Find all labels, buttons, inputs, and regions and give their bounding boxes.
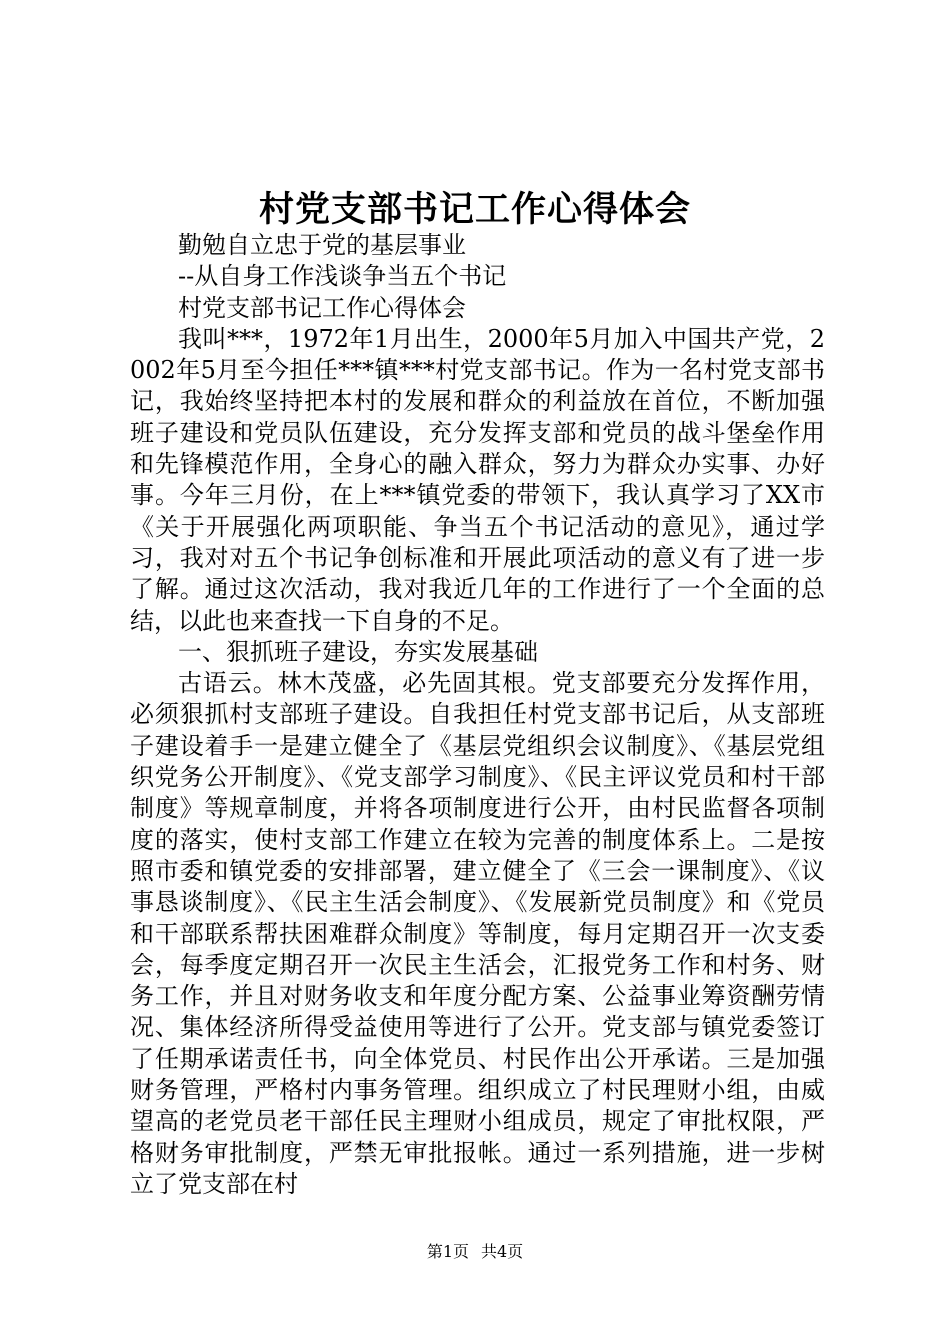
document-title: 村党支部书记工作心得体会 <box>258 189 691 230</box>
body-paragraph: 我叫***，1972年1月出生，2000年5月加入中国共产党，2002年5月至今担任***镇***村党支部书记。作为一名村党支部书记，我始终坚持把本村的发展和群众的利益放在首位，不断加强班子建设和党员队伍建设，充分发挥支部和党员的战斗堡垒作用和先锋模范作用，全身心的融入群众，努力为群众办实事、办好事。今年三月份，在上***镇党委的带领下，我认真学习了XX市《关于开展强化两项职能、争当五个书记活动的意见》，通过学习，我对对五个书记争创标准和开展此项活动的意义有了进一步了解。通过这次活动，我对我近几年的工作进行了一个全面的总结，以此也来查找一下自身的不足。 <box>130 324 825 635</box>
page-total: 共4页 <box>481 1242 524 1261</box>
body-paragraph: 古语云。林木茂盛，必先固其根。党支部要充分发挥作用，必须狠抓村支部班子建设。自我担任村党支部书记后，从支部班子建设着手一是建立健全了《基层党组织会议制度》、《基层党组织党务公开制度》、《党支部学习制度》、《民主评议党员和村干部制度》等规章制度，并将各项制度进行公开，由村民监督各项制度的落实，使村支部工作建立在较为完善的制度体系上。二是按照市委和镇党委的安排部署，建立健全了《三会一课制度》、《议事恳谈制度》、《民主生活会制度》、《发展新党员制度》和《党员和干部联系帮扶困难群众制度》等制度，每月定期召开一次支委会，每季度定期召开一次民主生活会，汇报党务工作和村务、财务工作，并且对财务收支和年度分配方案、公益事业筹资酬劳情况、集体经济所得受益使用等进行了公开。党支部与镇党委签订了任期承诺责任书，向全体党员、村民作出公开承诺。三是加强财务管理，严格村内事务管理。组织成立了村民理财小组，由威望高的老党员老干部任民主理财小组成员，规定了审批权限，严格财务审批制度，严禁无审批报帐。通过一系列措施，进一步树立了党支部在村 <box>130 669 825 1198</box>
document-body <box>130 230 825 1200</box>
page-footer <box>0 1240 950 1264</box>
page-number: 第1页 <box>426 1242 469 1261</box>
subtitle-line: 勤勉自立忠于党的基层事业 <box>178 231 466 259</box>
subtitle-line: 村党支部书记工作心得体会 <box>178 293 466 322</box>
subtitle-line: --从自身工作浅谈争当五个书记 <box>178 262 507 291</box>
section-heading: 一、狠抓班子建设，夯实发展基础 <box>178 637 538 666</box>
